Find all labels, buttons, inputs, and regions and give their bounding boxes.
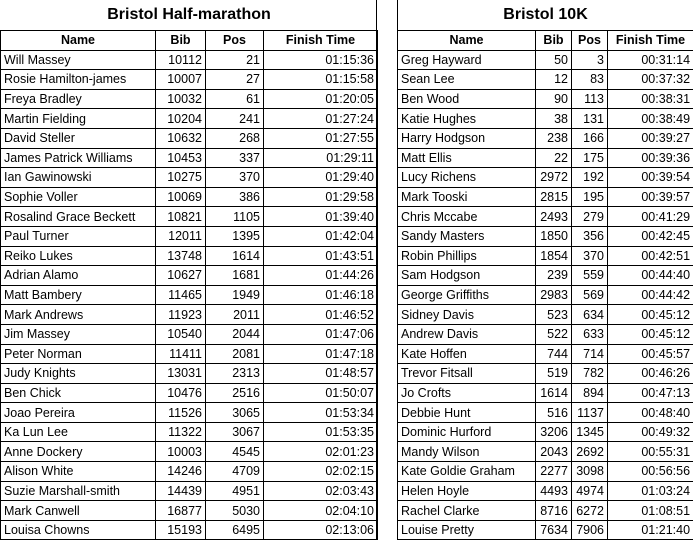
finish-time: 01:29:11 xyxy=(264,148,378,168)
position: 3 xyxy=(572,50,608,70)
table-row xyxy=(1,364,378,384)
position: 370 xyxy=(572,246,608,266)
finish-time: 01:29:58 xyxy=(264,187,378,207)
finish-time: 00:39:54 xyxy=(608,168,693,188)
finish-time: 01:43:51 xyxy=(264,246,378,266)
table-row xyxy=(398,50,693,70)
table-row xyxy=(1,462,378,482)
position: 356 xyxy=(572,226,608,246)
bib-number: 744 xyxy=(536,344,572,364)
position: 782 xyxy=(572,364,608,384)
runner-name: Adrian Alamo xyxy=(1,266,156,286)
bib-number: 10632 xyxy=(156,128,206,148)
finish-time: 01:08:51 xyxy=(608,501,693,521)
position: 569 xyxy=(572,285,608,305)
runner-name: Helen Hoyle xyxy=(398,481,536,501)
header-pos: Pos xyxy=(572,31,608,51)
bib-number: 1854 xyxy=(536,246,572,266)
table-row xyxy=(1,168,378,188)
position: 2044 xyxy=(206,324,264,344)
runner-name: Alison White xyxy=(1,462,156,482)
table-row xyxy=(1,266,378,286)
bib-number: 10627 xyxy=(156,266,206,286)
table-row xyxy=(398,109,693,129)
table-row xyxy=(1,148,378,168)
10k-title: Bristol 10K xyxy=(398,0,693,31)
position: 1614 xyxy=(206,246,264,266)
bib-number: 10032 xyxy=(156,89,206,109)
runner-name: Rosie Hamilton-james xyxy=(1,70,156,90)
position: 83 xyxy=(572,70,608,90)
runner-name: Katie Hughes xyxy=(398,109,536,129)
position: 1105 xyxy=(206,207,264,227)
divider-left xyxy=(376,0,377,540)
table-row xyxy=(1,403,378,423)
runner-name: Freya Bradley xyxy=(1,89,156,109)
bib-number: 2277 xyxy=(536,462,572,482)
position: 4709 xyxy=(206,462,264,482)
finish-time: 01:42:04 xyxy=(264,226,378,246)
finish-time: 00:45:12 xyxy=(608,305,693,325)
bib-number: 10204 xyxy=(156,109,206,129)
bib-number: 11923 xyxy=(156,305,206,325)
table-row xyxy=(1,207,378,227)
finish-time: 01:47:06 xyxy=(264,324,378,344)
position: 1949 xyxy=(206,285,264,305)
position: 3098 xyxy=(572,462,608,482)
position: 21 xyxy=(206,50,264,70)
position: 113 xyxy=(572,89,608,109)
runner-name: Kate Hoffen xyxy=(398,344,536,364)
position: 4951 xyxy=(206,481,264,501)
runner-name: David Steller xyxy=(1,128,156,148)
divider-right xyxy=(397,0,398,540)
table-row xyxy=(398,324,693,344)
finish-time: 02:13:06 xyxy=(264,520,378,540)
runner-name: Louise Pretty xyxy=(398,520,536,540)
position: 1395 xyxy=(206,226,264,246)
runner-name: Dominic Hurford xyxy=(398,422,536,442)
header-finish-time: Finish Time xyxy=(608,31,693,51)
finish-time: 00:47:13 xyxy=(608,383,693,403)
position: 1137 xyxy=(572,403,608,423)
runner-name: Mark Tooski xyxy=(398,187,536,207)
bib-number: 3206 xyxy=(536,422,572,442)
header-name: Name xyxy=(1,31,156,51)
finish-time: 02:03:43 xyxy=(264,481,378,501)
half-marathon-title: Bristol Half-marathon xyxy=(1,0,378,31)
runner-name: Lucy Richens xyxy=(398,168,536,188)
finish-time: 01:46:52 xyxy=(264,305,378,325)
bib-number: 2815 xyxy=(536,187,572,207)
bib-number: 90 xyxy=(536,89,572,109)
bib-number: 15193 xyxy=(156,520,206,540)
position: 192 xyxy=(572,168,608,188)
finish-time: 01:39:40 xyxy=(264,207,378,227)
table-row xyxy=(398,383,693,403)
bib-number: 2493 xyxy=(536,207,572,227)
position: 4974 xyxy=(572,481,608,501)
finish-time: 01:03:24 xyxy=(608,481,693,501)
table-row xyxy=(1,226,378,246)
runner-name: Ka Lun Lee xyxy=(1,422,156,442)
bib-number: 238 xyxy=(536,128,572,148)
table-row xyxy=(398,422,693,442)
bib-number: 10540 xyxy=(156,324,206,344)
bib-number: 11526 xyxy=(156,403,206,423)
bib-number: 12 xyxy=(536,70,572,90)
runner-name: Matt Bambery xyxy=(1,285,156,305)
table-row xyxy=(1,324,378,344)
runner-name: Rosalind Grace Beckett xyxy=(1,207,156,227)
bib-number: 239 xyxy=(536,266,572,286)
bib-number: 10007 xyxy=(156,70,206,90)
runner-name: Anne Dockery xyxy=(1,442,156,462)
table-row xyxy=(398,285,693,305)
finish-time: 01:44:26 xyxy=(264,266,378,286)
runner-name: Sophie Voller xyxy=(1,187,156,207)
runner-name: Ben Wood xyxy=(398,89,536,109)
runner-name: Sam Hodgson xyxy=(398,266,536,286)
bib-number: 1850 xyxy=(536,226,572,246)
position: 634 xyxy=(572,305,608,325)
position: 195 xyxy=(572,187,608,207)
bib-number: 12011 xyxy=(156,226,206,246)
runner-name: Suzie Marshall-smith xyxy=(1,481,156,501)
table-row xyxy=(1,128,378,148)
runner-name: Debbie Hunt xyxy=(398,403,536,423)
table-row xyxy=(398,305,693,325)
position: 1345 xyxy=(572,422,608,442)
position: 166 xyxy=(572,128,608,148)
bib-number: 14246 xyxy=(156,462,206,482)
runner-name: Mark Canwell xyxy=(1,501,156,521)
position: 241 xyxy=(206,109,264,129)
runner-name: Rachel Clarke xyxy=(398,501,536,521)
bib-number: 522 xyxy=(536,324,572,344)
position: 279 xyxy=(572,207,608,227)
bib-number: 10476 xyxy=(156,383,206,403)
runner-name: Kate Goldie Graham xyxy=(398,462,536,482)
runner-name: Ian Gawinowski xyxy=(1,168,156,188)
finish-time: 00:38:49 xyxy=(608,109,693,129)
position: 3065 xyxy=(206,403,264,423)
runner-name: Mandy Wilson xyxy=(398,442,536,462)
position: 633 xyxy=(572,324,608,344)
table-row xyxy=(1,89,378,109)
table-row xyxy=(398,364,693,384)
finish-time: 00:49:32 xyxy=(608,422,693,442)
runner-name: Chris Mccabe xyxy=(398,207,536,227)
finish-time: 00:44:40 xyxy=(608,266,693,286)
table-row xyxy=(1,109,378,129)
position: 4545 xyxy=(206,442,264,462)
position: 2313 xyxy=(206,364,264,384)
finish-time: 00:37:32 xyxy=(608,70,693,90)
finish-time: 00:39:57 xyxy=(608,187,693,207)
finish-time: 01:50:07 xyxy=(264,383,378,403)
table-row xyxy=(398,246,693,266)
runner-name: Sidney Davis xyxy=(398,305,536,325)
header-name: Name xyxy=(398,31,536,51)
header-bib: Bib xyxy=(156,31,206,51)
table-row xyxy=(398,442,693,462)
bib-number: 11465 xyxy=(156,285,206,305)
runner-name: Matt Ellis xyxy=(398,148,536,168)
finish-time: 02:04:10 xyxy=(264,501,378,521)
bib-number: 1614 xyxy=(536,383,572,403)
bib-number: 16877 xyxy=(156,501,206,521)
table-row xyxy=(398,128,693,148)
bib-number: 10069 xyxy=(156,187,206,207)
position: 6272 xyxy=(572,501,608,521)
table-row xyxy=(398,70,693,90)
finish-time: 00:48:40 xyxy=(608,403,693,423)
bib-number: 8716 xyxy=(536,501,572,521)
bib-number: 519 xyxy=(536,364,572,384)
finish-time: 00:39:27 xyxy=(608,128,693,148)
position: 559 xyxy=(572,266,608,286)
finish-time: 01:29:40 xyxy=(264,168,378,188)
finish-time: 00:42:45 xyxy=(608,226,693,246)
position: 175 xyxy=(572,148,608,168)
table-row xyxy=(398,168,693,188)
table-row xyxy=(1,50,378,70)
table-row xyxy=(1,442,378,462)
finish-time: 01:53:34 xyxy=(264,403,378,423)
runner-name: Joao Pereira xyxy=(1,403,156,423)
position: 2081 xyxy=(206,344,264,364)
finish-time: 00:56:56 xyxy=(608,462,693,482)
table-row xyxy=(398,226,693,246)
position: 27 xyxy=(206,70,264,90)
finish-time: 00:39:36 xyxy=(608,148,693,168)
runner-name: George Griffiths xyxy=(398,285,536,305)
finish-time: 01:48:57 xyxy=(264,364,378,384)
table-row xyxy=(398,403,693,423)
runner-name: Ben Chick xyxy=(1,383,156,403)
bib-number: 10821 xyxy=(156,207,206,227)
table-row xyxy=(1,481,378,501)
runner-name: Greg Hayward xyxy=(398,50,536,70)
table-row xyxy=(398,520,693,540)
finish-time: 01:27:55 xyxy=(264,128,378,148)
position: 894 xyxy=(572,383,608,403)
finish-time: 00:46:26 xyxy=(608,364,693,384)
table-row xyxy=(1,344,378,364)
table-row xyxy=(398,89,693,109)
bib-number: 523 xyxy=(536,305,572,325)
bib-number: 13748 xyxy=(156,246,206,266)
runner-name: Mark Andrews xyxy=(1,305,156,325)
finish-time: 01:15:58 xyxy=(264,70,378,90)
position: 5030 xyxy=(206,501,264,521)
header-finish-time: Finish Time xyxy=(264,31,378,51)
bib-number: 13031 xyxy=(156,364,206,384)
table-row xyxy=(398,481,693,501)
bib-number: 11411 xyxy=(156,344,206,364)
finish-time: 02:01:23 xyxy=(264,442,378,462)
table-row xyxy=(1,501,378,521)
runner-name: Trevor Fitsall xyxy=(398,364,536,384)
table-row xyxy=(398,344,693,364)
table-row xyxy=(398,148,693,168)
position: 61 xyxy=(206,89,264,109)
finish-time: 00:44:42 xyxy=(608,285,693,305)
table-row xyxy=(1,187,378,207)
bib-number: 2043 xyxy=(536,442,572,462)
table-row xyxy=(398,187,693,207)
10k-table xyxy=(397,0,693,540)
finish-time: 00:45:57 xyxy=(608,344,693,364)
finish-time: 01:15:36 xyxy=(264,50,378,70)
bib-number: 516 xyxy=(536,403,572,423)
bib-number: 10275 xyxy=(156,168,206,188)
finish-time: 00:55:31 xyxy=(608,442,693,462)
position: 6495 xyxy=(206,520,264,540)
runner-name: Sandy Masters xyxy=(398,226,536,246)
position: 268 xyxy=(206,128,264,148)
runner-name: Martin Fielding xyxy=(1,109,156,129)
runner-name: Judy Knights xyxy=(1,364,156,384)
runner-name: Jim Massey xyxy=(1,324,156,344)
finish-time: 01:20:05 xyxy=(264,89,378,109)
bib-number: 10003 xyxy=(156,442,206,462)
finish-time: 01:53:35 xyxy=(264,422,378,442)
finish-time: 00:42:51 xyxy=(608,246,693,266)
header-bib: Bib xyxy=(536,31,572,51)
table-row xyxy=(1,246,378,266)
bib-number: 38 xyxy=(536,109,572,129)
finish-time: 00:38:31 xyxy=(608,89,693,109)
table-row xyxy=(1,422,378,442)
position: 370 xyxy=(206,168,264,188)
table-row xyxy=(1,305,378,325)
position: 2692 xyxy=(572,442,608,462)
position: 386 xyxy=(206,187,264,207)
runner-name: Robin Phillips xyxy=(398,246,536,266)
bib-number: 10453 xyxy=(156,148,206,168)
table-row xyxy=(398,462,693,482)
table-row xyxy=(398,501,693,521)
finish-time: 00:31:14 xyxy=(608,50,693,70)
bib-number: 14439 xyxy=(156,481,206,501)
bib-number: 10112 xyxy=(156,50,206,70)
position: 7906 xyxy=(572,520,608,540)
finish-time: 01:27:24 xyxy=(264,109,378,129)
finish-time: 00:41:29 xyxy=(608,207,693,227)
position: 2516 xyxy=(206,383,264,403)
bib-number: 2972 xyxy=(536,168,572,188)
runner-name: James Patrick Williams xyxy=(1,148,156,168)
position: 3067 xyxy=(206,422,264,442)
position: 337 xyxy=(206,148,264,168)
bib-number: 11322 xyxy=(156,422,206,442)
bib-number: 2983 xyxy=(536,285,572,305)
finish-time: 02:02:15 xyxy=(264,462,378,482)
bib-number: 7634 xyxy=(536,520,572,540)
runner-name: Andrew Davis xyxy=(398,324,536,344)
runner-name: Sean Lee xyxy=(398,70,536,90)
runner-name: Louisa Chowns xyxy=(1,520,156,540)
table-row xyxy=(398,207,693,227)
runner-name: Reiko Lukes xyxy=(1,246,156,266)
runner-name: Harry Hodgson xyxy=(398,128,536,148)
bib-number: 22 xyxy=(536,148,572,168)
bib-number: 50 xyxy=(536,50,572,70)
table-row xyxy=(1,70,378,90)
table-row xyxy=(1,285,378,305)
position: 714 xyxy=(572,344,608,364)
table-row xyxy=(1,383,378,403)
finish-time: 01:21:40 xyxy=(608,520,693,540)
position: 2011 xyxy=(206,305,264,325)
position: 131 xyxy=(572,109,608,129)
finish-time: 00:45:12 xyxy=(608,324,693,344)
header-pos: Pos xyxy=(206,31,264,51)
bib-number: 4493 xyxy=(536,481,572,501)
finish-time: 01:47:18 xyxy=(264,344,378,364)
runner-name: Paul Turner xyxy=(1,226,156,246)
table-row xyxy=(398,266,693,286)
position: 1681 xyxy=(206,266,264,286)
runner-name: Peter Norman xyxy=(1,344,156,364)
runner-name: Will Massey xyxy=(1,50,156,70)
table-row xyxy=(1,520,378,540)
finish-time: 01:46:18 xyxy=(264,285,378,305)
runner-name: Jo Crofts xyxy=(398,383,536,403)
